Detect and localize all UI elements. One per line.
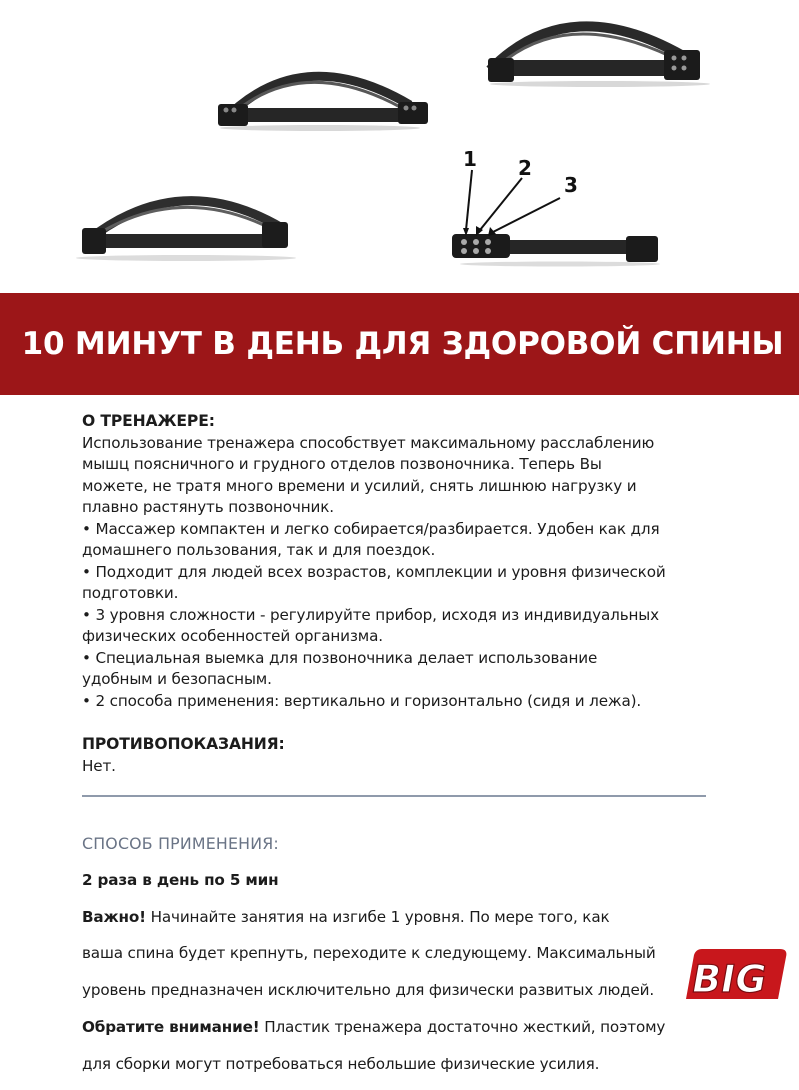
banner-title: 10 МИНУТ В ДЕНЬ ДЛЯ ЗДОРОВОЙ СПИНЫ: [21, 326, 784, 362]
method-heading: СПОСОБ ПРИМЕНЕНИЯ:: [82, 833, 279, 853]
section-divider: [82, 795, 706, 797]
about-line: подготовки.: [82, 584, 179, 602]
stretcher-image-1: [218, 76, 428, 131]
attention-text: Пластик тренажера достаточно жесткий, поэтому: [259, 1017, 666, 1036]
about-line: плавно растянуть позвоночник.: [82, 498, 334, 516]
important-line: [82, 907, 722, 929]
about-line: удобным и безопасным.: [82, 670, 272, 688]
about-line: • Подходит для людей всех возрастов, комплекции и уровня физической: [82, 562, 666, 581]
level-label-2: 2: [518, 156, 532, 180]
level-label-3: 3: [564, 173, 578, 197]
important-text: Начинайте занятия на изгибе 1 уровня. По мере того, как: [145, 907, 610, 926]
product-images: [0, 0, 799, 292]
stretcher-image-3: [76, 201, 296, 261]
about-line: физических особенностей организма.: [82, 627, 383, 645]
big-logo-text: BIG: [687, 957, 771, 999]
attention-line: [82, 1017, 722, 1039]
big-logo-icon: [676, 945, 796, 999]
about-line: можете, не тратя много времени и усилий, снять лишнюю нагрузку и: [82, 476, 637, 495]
method-line: уровень предназначен исключительно для физически развитых людей.: [82, 981, 655, 1000]
about-section: [82, 411, 722, 777]
title-banner: [0, 293, 799, 395]
stretcher-illustrations: [0, 0, 799, 292]
method-line: ваша спина будет крепнуть, переходите к следующему. Максимальный: [82, 944, 656, 963]
contraindications-text: Нет.: [82, 756, 116, 775]
about-line: Использование тренажера способствует максимальному расслаблению: [82, 433, 655, 452]
about-line: • 2 способа применения: вертикально и горизонтально (сидя и лежа).: [82, 691, 642, 710]
contraindications-heading: ПРОТИВОПОКАЗАНИЯ:: [82, 735, 285, 753]
about-line: • 3 уровня сложности - регулируйте прибор, исходя из индивидуальных: [82, 605, 659, 624]
method-subheading: 2 раза в день по 5 мин: [82, 871, 279, 890]
stretcher-image-2: [488, 26, 710, 87]
method-section: [82, 817, 722, 1090]
about-heading: О ТРЕНАЖЕРЕ:: [82, 412, 215, 430]
about-line: мышц поясничного и грудного отделов позвоночника. Теперь Вы: [82, 455, 602, 473]
level-label-1: 1: [463, 147, 477, 171]
flat-stretcher-image: [452, 170, 660, 267]
about-line: • Массажер компактен и легко собирается/разбирается. Удобен как для: [82, 519, 660, 538]
attention-label: Обратите внимание!: [82, 1017, 260, 1036]
method-last-line: для сборки могут потребоваться небольшие физические усилия.: [82, 1054, 600, 1073]
big-logo: [676, 945, 796, 999]
about-line: • Специальная выемка для позвоночника делает использование: [82, 648, 598, 667]
about-line: домашнего пользования, так и для поездок.: [82, 541, 436, 559]
important-label: Важно!: [82, 907, 146, 926]
